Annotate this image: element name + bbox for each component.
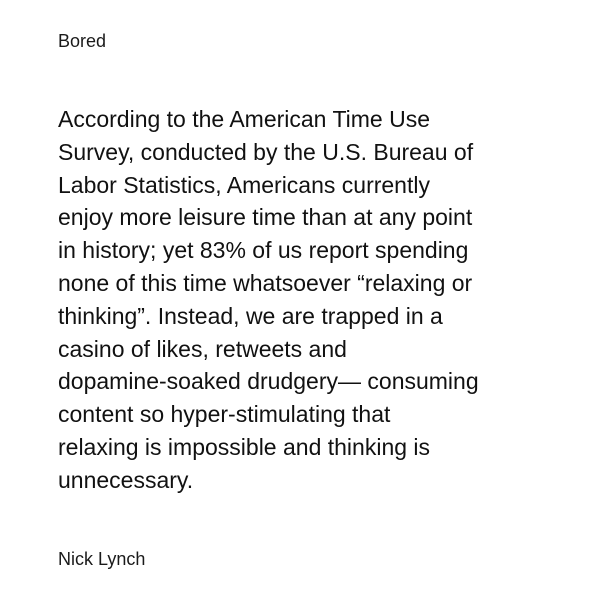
body-line: relaxing is impossible and thinking is [58, 433, 431, 460]
body-line: Labor Statistics, Americans currently [58, 171, 430, 198]
body-line: According to the American Time Use [58, 106, 430, 132]
author-name: Nick Lynch [58, 549, 146, 569]
body-line: dopamine-soaked drudgery— consuming [58, 368, 479, 395]
body-line: in history; yet 83% of us report spending [58, 237, 469, 264]
body-line: unnecessary. [58, 466, 194, 493]
body-line: none of this time whatsoever “relaxing or [58, 269, 473, 296]
body-line: enjoy more leisure time than at any point [58, 204, 473, 231]
body-line: thinking”. Instead, we are trapped in a [58, 302, 443, 329]
body-paragraph [58, 103, 538, 497]
body-line: casino of likes, retweets and [58, 335, 347, 362]
body-line: Survey, conducted by the U.S. Bureau of [58, 138, 474, 165]
document-title: Bored [58, 31, 107, 51]
body-line: content so hyper-stimulating that [58, 401, 391, 428]
